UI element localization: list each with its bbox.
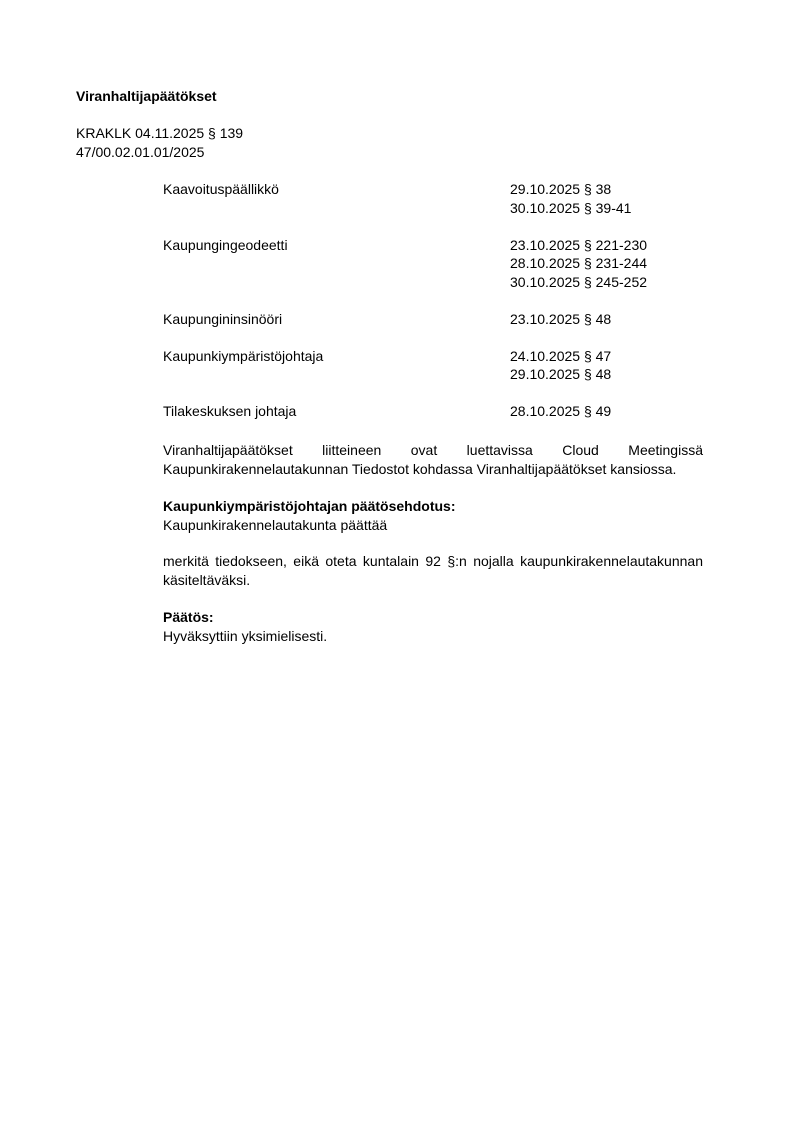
proposal-section <box>163 497 703 534</box>
decision-date: 23.10.2025 § 48 <box>510 310 612 327</box>
decision-row <box>163 180 723 217</box>
proposal-intro: Kaupunkirakennelautakunta päättää <box>163 516 388 533</box>
decision-text: Hyväksyttiin yksimielisesti. <box>163 627 328 644</box>
decision-date: 23.10.2025 § 221-230 <box>510 236 648 253</box>
decision-date: 28.10.2025 § 49 <box>510 403 612 419</box>
decision-date: 29.10.2025 § 38 <box>510 181 612 197</box>
meeting-reference: KRAKLK 04.11.2025 § 139 <box>76 125 244 141</box>
decision-role: Kaupunkiympäristöjohtaja <box>163 347 324 364</box>
decision-section <box>163 608 703 645</box>
decision-row <box>163 310 723 329</box>
decision-date: 30.10.2025 § 245-252 <box>510 273 648 290</box>
decision-date: 29.10.2025 § 48 <box>510 366 612 382</box>
decision-dates <box>510 310 611 329</box>
decision-date: 28.10.2025 § 231-244 <box>510 255 648 271</box>
proposal-text: merkitä tiedokseen, eikä oteta kuntalain 92 §:n nojalla kaupunkirakennelautakunnan käsiteltäväksi. <box>163 553 703 588</box>
decision-role: Tilakeskuksen johtaja <box>163 403 297 419</box>
decision-role: Kaavoituspäällikkö <box>163 181 279 197</box>
decision-row <box>163 402 723 421</box>
decision-row <box>163 347 723 384</box>
proposal-heading: Kaupunkiympäristöjohtajan päätösehdotus: <box>163 498 456 514</box>
decision-dates <box>510 236 647 292</box>
decision-date: 24.10.2025 § 47 <box>510 347 612 364</box>
reference-block <box>76 124 243 161</box>
decision-role: Kaupungingeodeetti <box>163 236 288 253</box>
decision-heading: Päätös: <box>163 609 214 625</box>
info-paragraph: Viranhaltijapäätökset liitteineen ovat luettavissa Cloud Meetingissä Kaupunkirakennelautakunnan Tiedostot kohdassa Viranhaltijapäätökset kansiossa. <box>163 442 703 477</box>
decision-date: 30.10.2025 § 39-41 <box>510 199 632 216</box>
decision-dates <box>510 402 611 421</box>
decisions-list <box>163 180 723 439</box>
decision-role: Kaupungininsinööri <box>163 310 283 327</box>
decision-row <box>163 236 723 292</box>
document-title: Viranhaltijapäätökset <box>76 88 217 104</box>
record-number: 47/00.02.01.01/2025 <box>76 143 205 160</box>
decision-dates <box>510 347 611 384</box>
decision-dates <box>510 180 631 217</box>
